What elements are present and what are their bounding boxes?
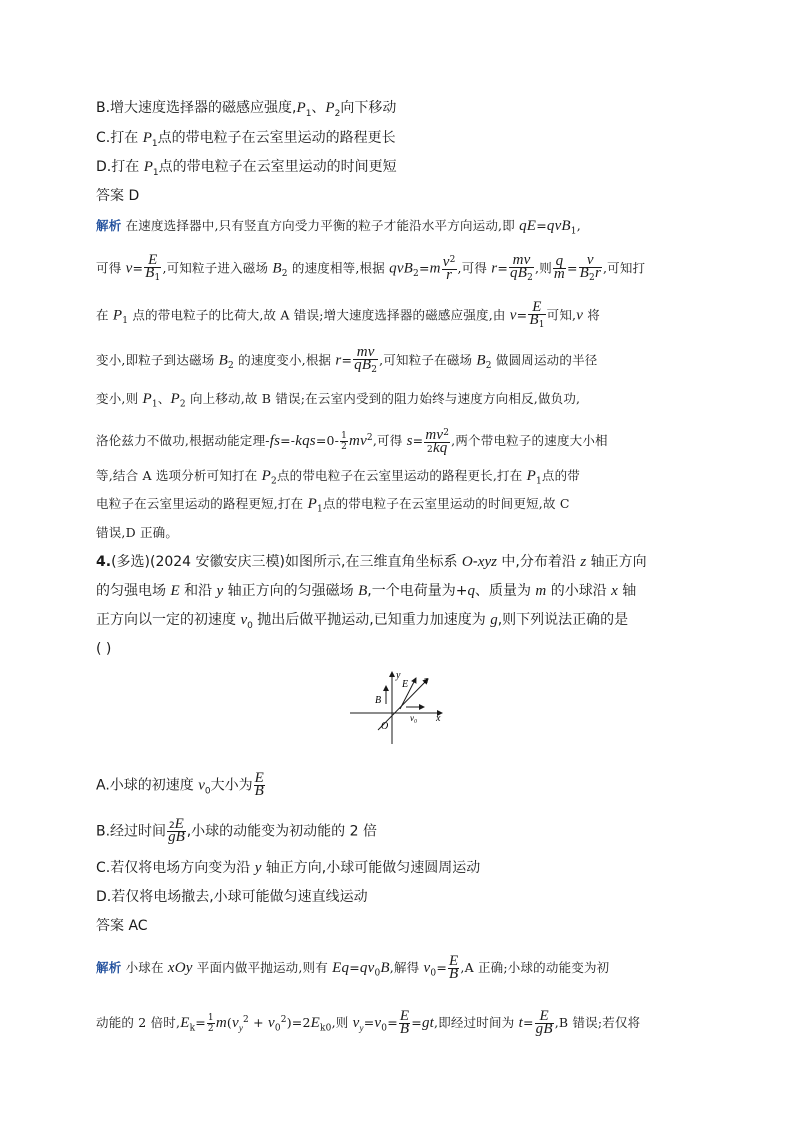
analysis-prev-line-2: 可得 v= $\frac{E}{B_1}$ ,可知粒子进入磁场 $B_2$ 的速度相等,根据 qvB$_2$=m $\frac{v^2}{r}$ ,可得 r= $\frac{mv}{qB_2}$ ,则 $\frac{q}{m}$ = $\frac{v}{B_2r}$ ,可知打 [96,252,646,284]
option-d-prev: D.打在 $P_1$点的带电粒子在云室里运动的时间更短 [96,159,397,178]
label-x: x [436,713,441,724]
label-o: O [381,721,389,732]
question4-line-2: 的匀强电场 E 和沿 y 轴正方向的匀强磁场 B,一个电荷量为+q、质量为 m 的小球沿 x 轴 [96,583,637,599]
analysis-prev-line-1: 解析 在速度选择器中,只有竖直方向受力平衡的粒子才能沿水平方向运动,即 qE=qvB$_1$, [96,218,581,237]
option-c: C.若仅将电场方向变为沿 y 轴正方向,小球可能做匀速圆周运动 [96,860,481,876]
analysis4-label: 解析 [96,960,122,975]
answer4: 答案 AC [96,918,148,934]
analysis-prev-line-6: 洛伦兹力不做功,根据动能定理-fs=-kqs=0- $\frac{1}{2}$ $mv^2$,可得 s= $\frac{mv^2}{2kq}$ ,两个带电粒子的速度大小相 [96,427,608,457]
analysis-label: 解析 [96,218,122,233]
option-b: B.经过时间 $\frac{2E}{gB}$ ,小球的动能变为初动能的 2 倍 [96,816,377,845]
question4-line-4: ( ) [96,641,112,657]
analysis-prev-line-3: 在 $P_1$ 点的带电粒子的比荷大,故 A 错误;增大速度选择器的磁感应强度,由 v= $\frac{E}{B_1}$ 可知,v 将 [96,299,600,330]
option-a: A.小球的初速度 $v_0$大小为 $\frac{E}{B}$ [96,770,264,799]
option-b-prev: B.增大速度选择器的磁感应强度$,P_1$、$P_2$向下移动 [96,100,397,119]
analysis-prev-line-8: 电粒子在云室里运动的路程更短,打在 $P_1$点的带电粒子在云室里运动的时间更短,故 C [96,496,570,515]
label-y: y [396,670,401,681]
option-d: D.若仅将电场撤去,小球可能做匀速直线运动 [96,889,368,905]
answer-prev: 答案 D [96,188,140,204]
analysis4-line-1: 解析 小球在 xOy 平面内做平抛运动,则有 $Eq=qv_0B$,解得 $v_0=$ $\frac{E}{B}$ ,A 正确;小球的动能变为初 [96,953,610,982]
option-c-prev: C.打在 $P_1$点的带电粒子在云室里运动的路程更长 [96,130,396,149]
analysis-prev-line-5: 变小,则 $P_1$、$P_2$ 向上移动,故 B 错误;在云室内受到的阻力始终与速度方向相反,做负功, [96,391,581,410]
label-b: B [375,695,382,706]
label-z: z [424,675,428,686]
label-e: E [402,679,409,690]
question-number: 4. [96,554,112,570]
question4-line-1: 4.(多选)(2024 安徽安庆三模)如图所示,在三维直角坐标系 O-xyz 中,分布着沿 z 轴正方向 [96,554,647,570]
label-v0: v₀ [410,713,418,723]
analysis-prev-line-4: 变小,即粒子到达磁场 $B_2$ 的速度变小,根据 r= $\frac{mv}{qB_2}$ ,可知粒子在磁场 $B_2$ 做圆周运动的半径 [96,344,598,375]
coordinate-figure [348,666,448,750]
analysis4-line-2: 动能的 2 倍时$,E_k=$ $\frac{1}{2}$ $m(v_y^2 + v_0^2)=2E_{k0}$,则 $v_y=v_0=$ $\frac{E}{B}$ =gt,即经过时间为 t= $\frac{E}{gB}$ ,B 错误;若仅将 [96,1008,641,1038]
question4-line-3: 正方向以一定的初速度 $v_0$ 抛出后做平抛运动,已知重力加速度为 g,则下列说法正确的是 [96,612,629,631]
analysis-prev-line-7: 等,结合 A 选项分析可知打在 $P_2$点的带电粒子在云室里运动的路程更长,打在 $P_1$点的带 [96,468,581,487]
analysis-prev-line-9: 错误,D 正确。 [96,525,179,540]
